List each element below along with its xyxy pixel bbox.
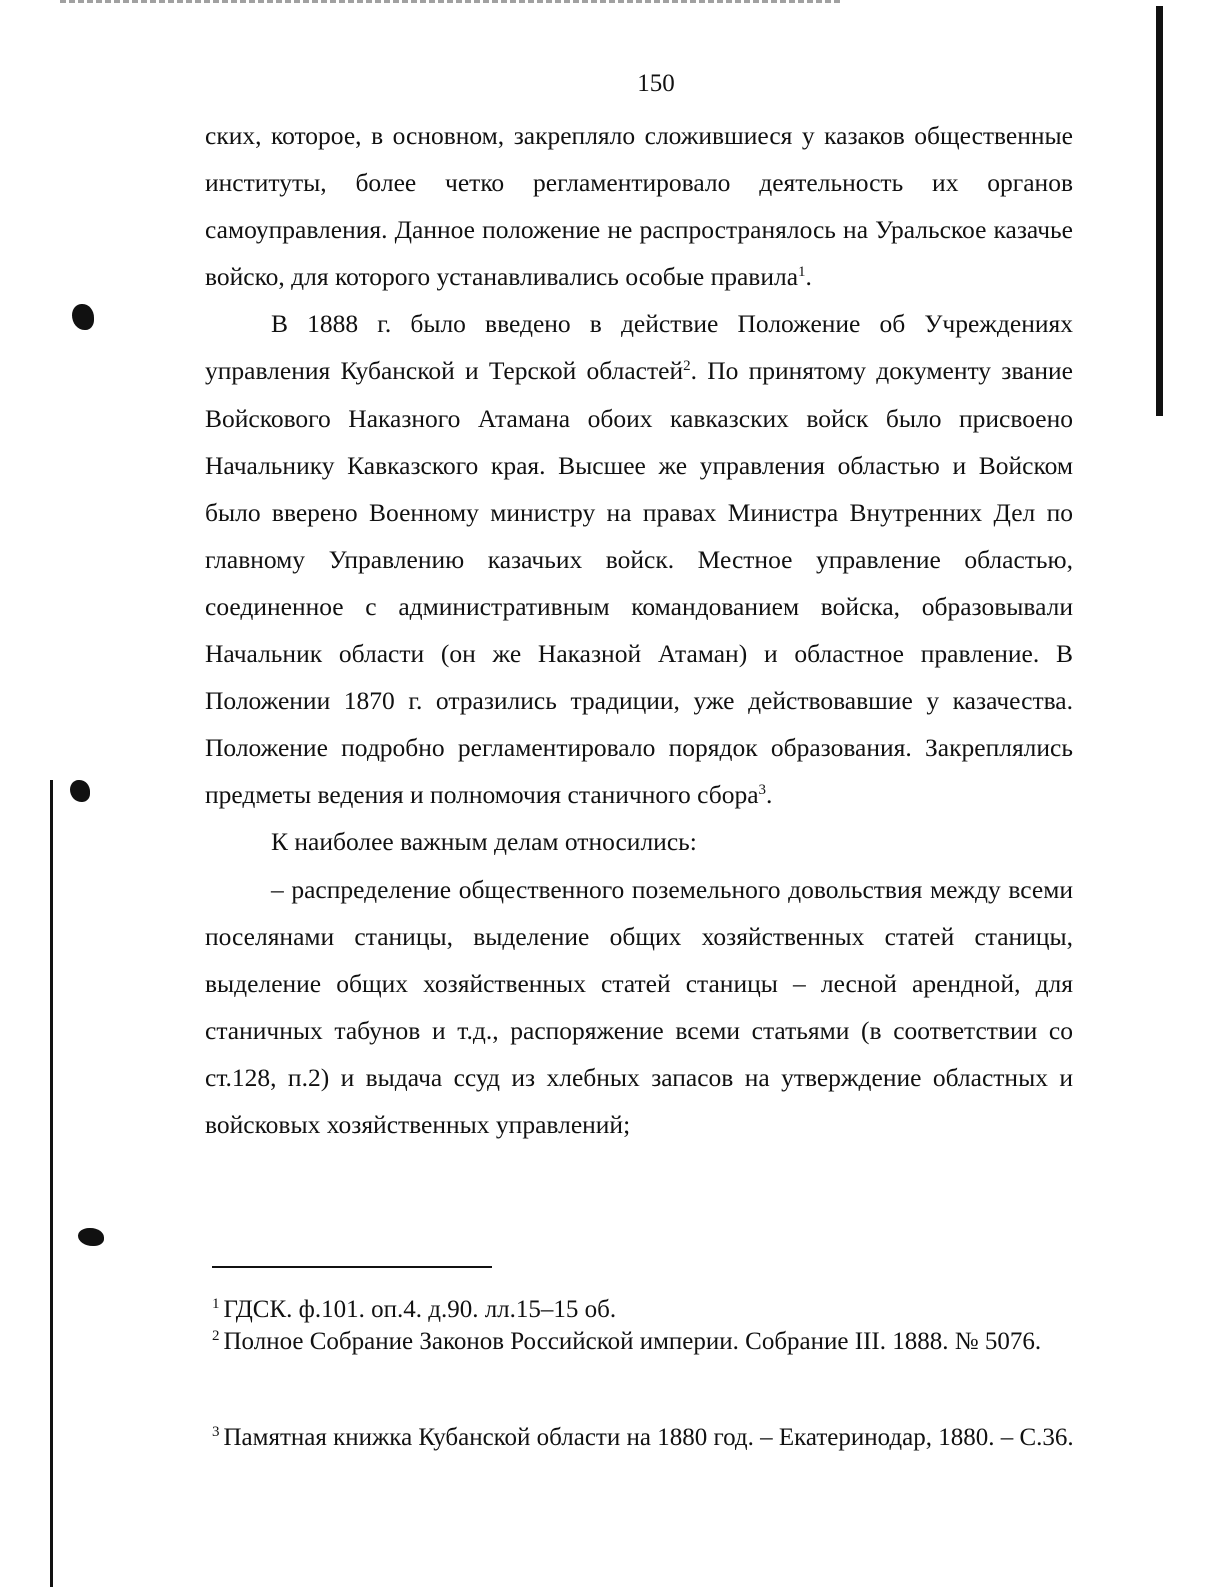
footnote-number: 2 [212, 1328, 220, 1344]
paragraph [205, 300, 1073, 818]
paragraph [205, 112, 1073, 300]
body-text [205, 112, 1073, 1148]
footnote-text: ГДСК. ф.101. оп.4. д.90. лл.15–15 об. [223, 1296, 617, 1323]
paragraph-text: ских, которое, в основном, закрепляло сложившиеся у казаков общественные институты, более четко регламентировало деятельность их органов самоуправления. Данное положение не распространялось на Уральское казачье войско, для которого устанавливались особые правила [205, 121, 1073, 292]
page-number: 150 [637, 70, 675, 97]
paragraph-end: . [766, 780, 773, 810]
footnote-ref: 3 [758, 782, 767, 799]
scan-binding-shadow-right [1156, 6, 1163, 416]
punch-hole-mark [72, 304, 94, 330]
footnote-number: 3 [212, 1424, 220, 1440]
footnote-ref: 2 [683, 358, 691, 375]
punch-hole-mark [78, 1228, 104, 1246]
punch-hole-mark [70, 780, 90, 802]
paragraph: К наиболее важным делам относились: [271, 827, 697, 857]
paragraph-text: В 1888 г. было введено в действие Положение об Учреждениях управления Кубанской и Терской областей [205, 309, 1073, 386]
footnote [212, 1422, 1078, 1454]
footnote-separator [212, 1266, 492, 1268]
scan-edge-artifact [60, 0, 840, 7]
footnote-text: Памятная книжка Кубанской области на 1880 год. – Екатеринодар, 1880. – С.36. [223, 1424, 1074, 1451]
footnote-number: 1 [212, 1296, 220, 1312]
paragraph-text: . По принятому документу звание Войскового Наказного Атамана обоих кавказских войск было присвоено Начальнику Кавказского края. Высшее же управления областью и Войском было вверено Военному министру на правах Министра Внутренних Дел по главному Управлению казачьих войск. Местное управление областью, соединенное с административным командованием войска, образовывали Начальник области (он же Наказной Атаман) и областное правление. В Положении 1870 г. отразились традиции, уже действовавшие у казачества. Положение подробно регламентировало порядок образования. Закреплялись предметы ведения и полномочия станичного сбора [205, 356, 1073, 810]
footnote [212, 1326, 1078, 1358]
footnote [212, 1294, 1078, 1326]
list-item: – распределение общественного поземельного довольствия между всеми поселянами станицы, выделение общих хозяйственных статей станицы, выделение общих хозяйственных статей станицы – лесной арендной, для станичных табунов и т.д., распоряжение всеми статьями (в соответствии со ст.128, п.2) и выдача ссуд из хлебных запасов на утверждение областных и войсковых хозяйственных управлений; [205, 874, 1073, 1139]
scan-binding-shadow-left [50, 780, 53, 1587]
footnote-ref: 1 [798, 264, 806, 281]
paragraph-end: . [805, 262, 812, 292]
footnote-text: Полное Собрание Законов Российской империи. Собрание III. 1888. № 5076. [223, 1328, 1042, 1355]
